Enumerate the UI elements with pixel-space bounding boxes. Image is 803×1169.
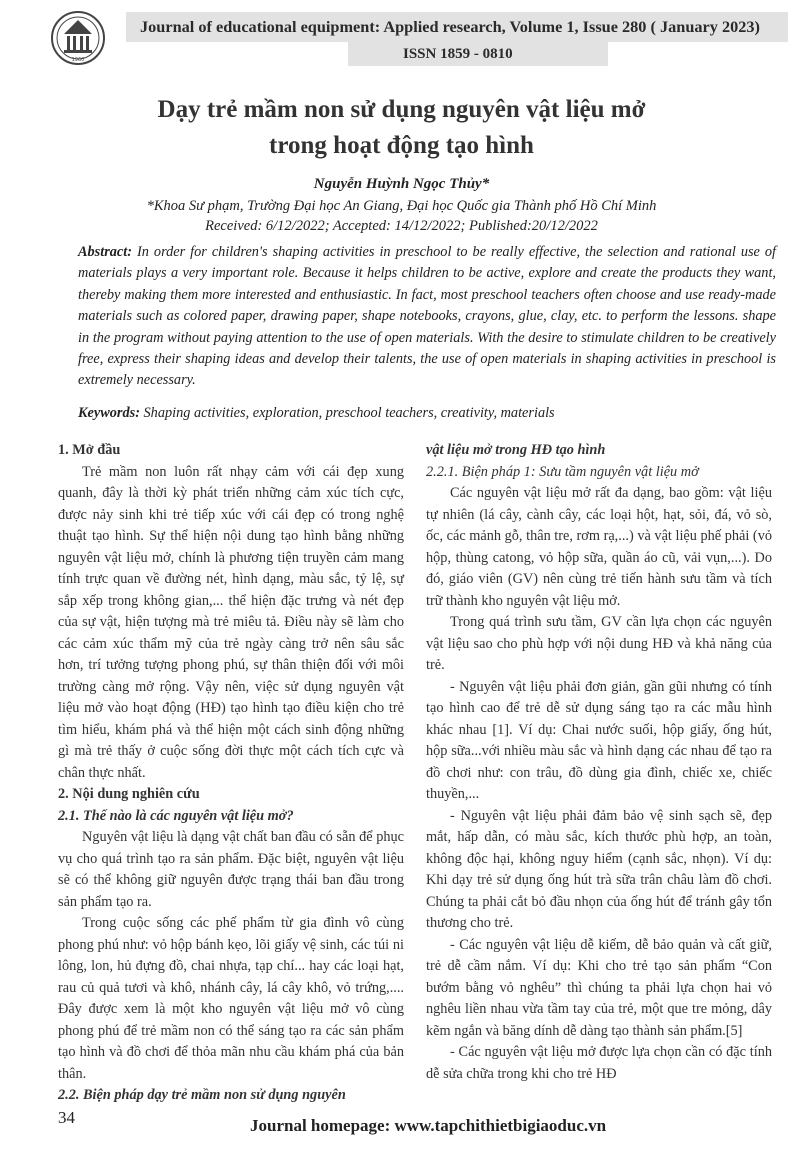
abstract-text: In order for children's shaping activities in preschool to be really effective, the selection and rational use of materials plays a very important role. Because it helps children to be active, explore and create the products they want, thereby making them more interested and enthusiastic. In fact, most preschool teachers often choose and use ready-made materials such as colored paper, drawing paper, shape notebooks, crayons, glue, clay, etc. to perform the lessons. shape in the program without paying attention to the use of open materials. With the desire to stimulate children to be creatively free, express their shaping ideas and develop their talents, the use of open materials in shaping activities in preschool is extremely necessary. (78, 244, 776, 389)
keywords (78, 405, 776, 422)
subsubsection-heading: 2.2.1. Biện pháp 1: Sưu tầm nguyên vật liệu mở (426, 463, 699, 480)
journal-title-line: Journal of educational equipment: Applied research, Volume 1, Issue 280 ( January 2023) (140, 17, 760, 36)
journal-logo-icon (50, 10, 106, 66)
section-heading: 2. Nội dung nghiên cứu (58, 786, 200, 802)
page-number: 34 (58, 1108, 75, 1127)
section-heading: 1. Mở đầu (58, 442, 121, 458)
subsection-heading-continued: vật liệu mở trong HĐ tạo hình (426, 442, 606, 458)
paragraph: - Các nguyên vật liệu dễ kiếm, dễ bảo quản và cất giữ, trẻ dễ cầm nắm. Ví dụ: Khi cho trẻ tạo sản phẩm “Con bướm bằng vỏ nghêu” thì chúng ta phải lựa chọn hai vỏ nghêu liền nhau vừa tầm tay của trẻ, một que tre mỏng, dây kẽm ngắn và băng dính dễ dàng tạo thành sản phẩm.[5] (426, 936, 772, 1039)
paragraph: Trẻ mầm non luôn rất nhạy cảm với cái đẹp xung quanh, đây là thời kỳ phát triển những cảm xúc tích cực, được nảy sinh khi trẻ tiếp xúc với cái đẹp có trong nghệ thuật tạo hình. Sự thể hiện nội dung tạo hình bằng những nguyên vật liệu mở, chính là phương tiện truyền cảm mang tính trực quan về đường nét, hình dạng, màu sắc, tỷ lệ, sự sắp xếp trong không gian,... thể hiện đặc trưng và nét đẹp của sự vật, hiện tượng mà trẻ miêu tả. Điều này sẽ làm cho các cảm xúc thẩm mỹ của trẻ ngày càng trở nên sâu sắc hơn, trí tưởng tượng phong phú, sự thân thiện đối với môi trường càng mở rộng. Vậy nên, việc sử dụng nguyên vật liệu mở vào hoạt động (HĐ) tạo hình tạo điều kiện cho trẻ tìm hiểu, khám phá và thể hiện một cách sinh động những gì mà trẻ thấy ở cuộc sống đời thực một cách tích cực và chân thực nhất. (58, 463, 404, 781)
paragraph: Các nguyên vật liệu mở rất đa dạng, bao gồm: vật liệu tự nhiên (lá cây, cành cây, các loại hột, hạt, sỏi, đá, vỏ sò, ốc, các mảnh gỗ, thân tre, rơm rạ,...) và vật liệu phế phải (vỏ hộp, thùng catong, vỏ hộp sữa, quần áo cũ, vải vụn,...). Do đó, giáo viên (GV) nên cùng trẻ tiến hành sưu tầm và tích trữ thành kho nguyên vật liệu mở. (426, 485, 772, 609)
title-line-2: trong hoạt động tạo hình (269, 132, 534, 159)
publication-dates: Received: 6/12/2022; Accepted: 14/12/2022; Published:20/12/2022 (205, 218, 598, 234)
abstract-label: Abstract: (78, 244, 133, 260)
abstract (78, 242, 776, 392)
author-name: Nguyễn Huỳnh Ngọc Thủy* (313, 176, 490, 192)
paragraph: - Nguyên vật liệu phải đơn giản, gần gũi nhưng có tính tạo hình cao để trẻ dễ sử dụng sáng tạo ra các mẫu hình khác nhau [1]. Ví dụ: Chai nước suối, hộp giấy, ống hút, hộp sữa...với nhiều màu sắc và hình dạng các nhau để tạo ra đồ chơi như: con trâu, đồ dùng gia đình, chiếc xe, chiếc thuyền,... (426, 678, 772, 802)
subsection-heading: 2.2. Biện pháp dạy trẻ mầm non sử dụng nguyên (58, 1087, 346, 1103)
paragraph: Trong quá trình sưu tầm, GV cần lựa chọn các nguyên vật liệu sao cho phù hợp với nội dung HĐ và khả năng của trẻ. (426, 614, 772, 673)
affiliation: *Khoa Sư phạm, Trường Đại học An Giang, Đại học Quốc gia Thành phố Hồ Chí Minh (146, 198, 657, 214)
title-line-1: Dạy trẻ mầm non sử dụng nguyên vật liệu mở (157, 96, 646, 123)
paragraph: - Các nguyên vật liệu mở được lựa chọn cần có đặc tính dễ sửa chữa trong khi cho trẻ HĐ (426, 1044, 772, 1082)
paragraph: Trong cuộc sống các phế phẩm từ gia đình vô cùng phong phú như: vỏ hộp bánh kẹo, lõi giấy vệ sinh, các túi ni lông, lon, hủ đựng đồ, chai nhựa, tạp chí... hay các loại hạt, rau củ quả tươi và khô, nhánh cây, lá cây khô, vỏ trứng,.... Đây được xem là một kho nguyên vật liệu mở vô cùng phong phú để trẻ mầm non có thể sáng tạo ra các sản phẩm tạo hình và đồ chơi để thỏa mãn nhu cầu khám phá của bản thân. (58, 915, 404, 1082)
logo-year: 1960 (71, 57, 85, 63)
subsection-heading: 2.1. Thế nào là các nguyên vật liệu mở? (58, 807, 294, 824)
article-title (40, 92, 763, 164)
keywords-text: Shaping activities, exploration, preschool teachers, creativity, materials (143, 405, 555, 421)
left-column (58, 440, 404, 1107)
right-column (426, 440, 772, 1085)
journal-homepage: Journal homepage: www.tapchithietbigiaoduc.vn (250, 1116, 607, 1135)
issn-line: ISSN 1859 - 0810 (403, 46, 513, 62)
journal-header (48, 8, 788, 72)
paragraph: - Nguyên vật liệu phải đảm bảo vệ sinh sạch sẽ, đẹp mắt, hấp dẫn, có màu sắc, kích thước phù hợp, an toàn, không độc hại, không nguy hiểm (cạnh sắc, nhọn). Ví dụ: Khi dạy trẻ sử dụng ống hút trà sữa trân châu làm đồ chơi. Chúng ta phải cắt bỏ đầu nhọn của ống hút để tránh gây tổn thương cho trẻ. (426, 807, 772, 931)
author-affiliation-block (0, 196, 803, 236)
paragraph: Nguyên vật liệu là dạng vật chất ban đầu có sẵn để phục vụ cho quá trình tạo ra sản phẩm. Đặc biệt, nguyên vật liệu sẽ có thể không giữ nguyên được trạng thái ban đầu trong sản phẩm tạo ra. (58, 829, 404, 910)
keywords-label: Keywords: (78, 405, 140, 421)
